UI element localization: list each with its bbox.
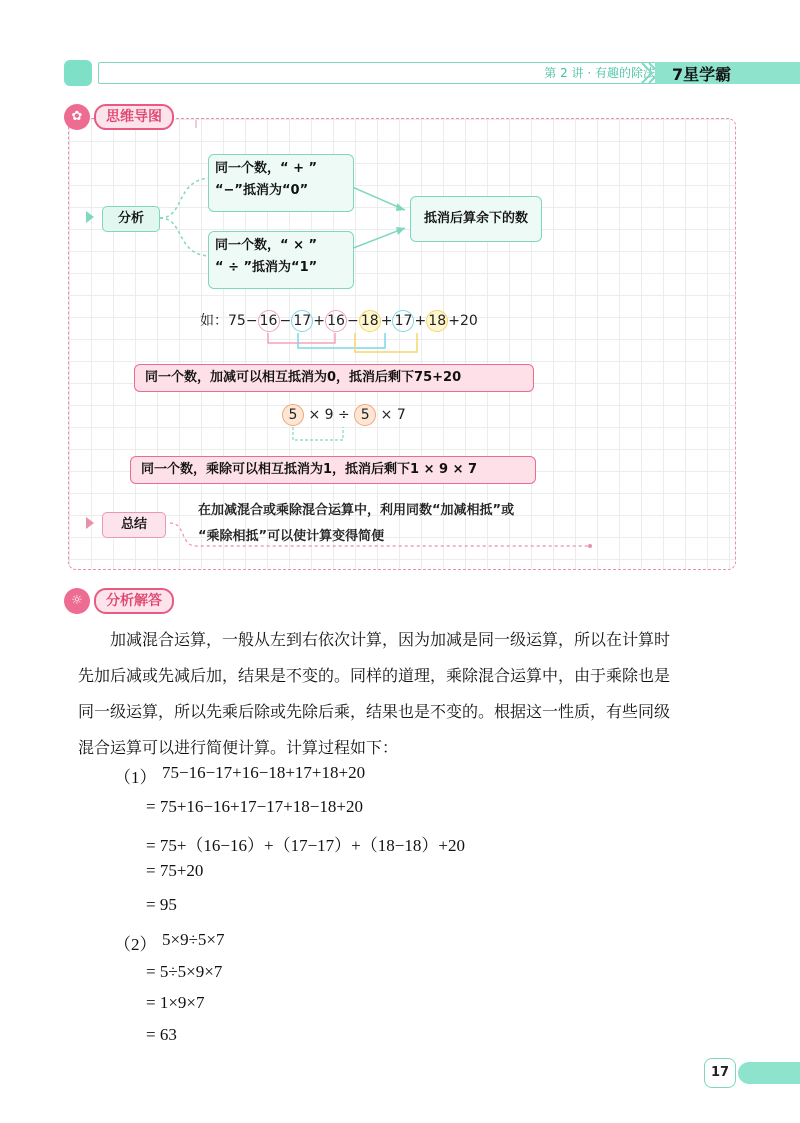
example1-term: − [279, 313, 292, 329]
summary-line: 在加减混合或乘除混合运算中，利用同数“加减相抵”或 [198, 503, 515, 518]
example2-term: × 9 ÷ [308, 407, 350, 423]
example2-term: × 7 [380, 407, 406, 423]
header-title: 7星学霸 [672, 65, 732, 84]
paragraph-line: 先加后减或先减后加，结果是不变的。同样的道理，乘除混合运算中，由于乘除也是 [78, 666, 671, 685]
analysis-tag: 分析 [102, 206, 160, 232]
example1-term: + [313, 313, 326, 329]
summary-text [198, 498, 514, 550]
example1-term: 75− [228, 313, 258, 329]
rule-multiply-divide-box [208, 231, 354, 289]
example1-term: 18 [426, 310, 448, 332]
example1-term: − [347, 313, 359, 329]
calc2-step: = 5÷5×9×7 [146, 962, 223, 981]
rule2-line1: 同一个数，“ × ” [215, 238, 318, 253]
page-number-tab [738, 1062, 800, 1084]
analysis-arrow-icon [86, 211, 94, 223]
example1-term: 17 [392, 310, 414, 332]
result-box: 抵消后算余下的数 [410, 196, 542, 242]
example1-term: 17 [291, 310, 313, 332]
summary-line: “乘除相抵”可以使计算变得简便 [198, 529, 385, 544]
paragraph-line: 同一级运算，所以先乘后除或先除后乘，结果也是不变的。根据这一性质，有些同级 [78, 702, 671, 721]
answer-paragraph [78, 622, 738, 766]
rule1-line1: 同一个数，“ + ” [215, 161, 318, 176]
example1-term: +20 [448, 313, 478, 329]
calc1-step: = 75+20 [146, 861, 204, 880]
example1-term: + [380, 313, 393, 329]
mindmap-badge-icon: ✿ [64, 104, 90, 130]
note-add-subtract: 同一个数，加减可以相互抵消为0，抵消后剩下75+20 [134, 364, 534, 392]
calc1-step: = 75+（16−16）+（17−17）+（18−18）+20 [146, 836, 465, 855]
calc1-label: （1） [114, 768, 157, 787]
calc2-label: （2） [114, 935, 157, 954]
header-subtitle: 第 2 讲 · 有趣的除法 [544, 66, 655, 80]
answer-badge-icon: ☼ [64, 588, 90, 614]
calc1-step: = 75+16−16+17−17+18−18+20 [146, 797, 363, 816]
note-multiply-divide: 同一个数，乘除可以相互抵消为1，抵消后剩下1 × 9 × 7 [130, 456, 536, 484]
example1-term: 16 [325, 310, 347, 332]
example2-term: 5 [282, 404, 304, 426]
example-multiply-divide [282, 404, 406, 426]
page-number: 17 [704, 1058, 736, 1088]
rule-add-subtract-box [208, 154, 354, 212]
rule2-line2: “ ÷ ”抵消为“1” [215, 260, 318, 275]
example1-term: 16 [258, 310, 280, 332]
mindmap-badge: 思维导图 [94, 104, 174, 130]
calc2-step: = 1×9×7 [146, 993, 205, 1012]
example-prefix: 如： [200, 313, 228, 329]
paragraph-line: 加减混合运算，一般从左到右依次计算，因为加减是同一级运算，所以在计算时 [110, 630, 671, 649]
calc1-step: 75−16−17+16−18+17+18+20 [162, 763, 366, 782]
answer-badge: 分析解答 [94, 588, 174, 614]
calc2-step: 5×9÷5×7 [162, 930, 225, 949]
calc2-step: = 63 [146, 1025, 177, 1044]
example1-term: 18 [359, 310, 381, 332]
example2-term: 5 [354, 404, 376, 426]
summary-tag: 总结 [102, 512, 166, 538]
summary-arrow-icon [86, 517, 94, 529]
calc1-step: = 95 [146, 895, 177, 914]
example-add-subtract [200, 310, 478, 332]
example1-term: + [414, 313, 427, 329]
paragraph-line: 混合运算可以进行简便计算。计算过程如下： [78, 738, 399, 757]
rule1-line2: “−”抵消为“0” [215, 183, 309, 198]
